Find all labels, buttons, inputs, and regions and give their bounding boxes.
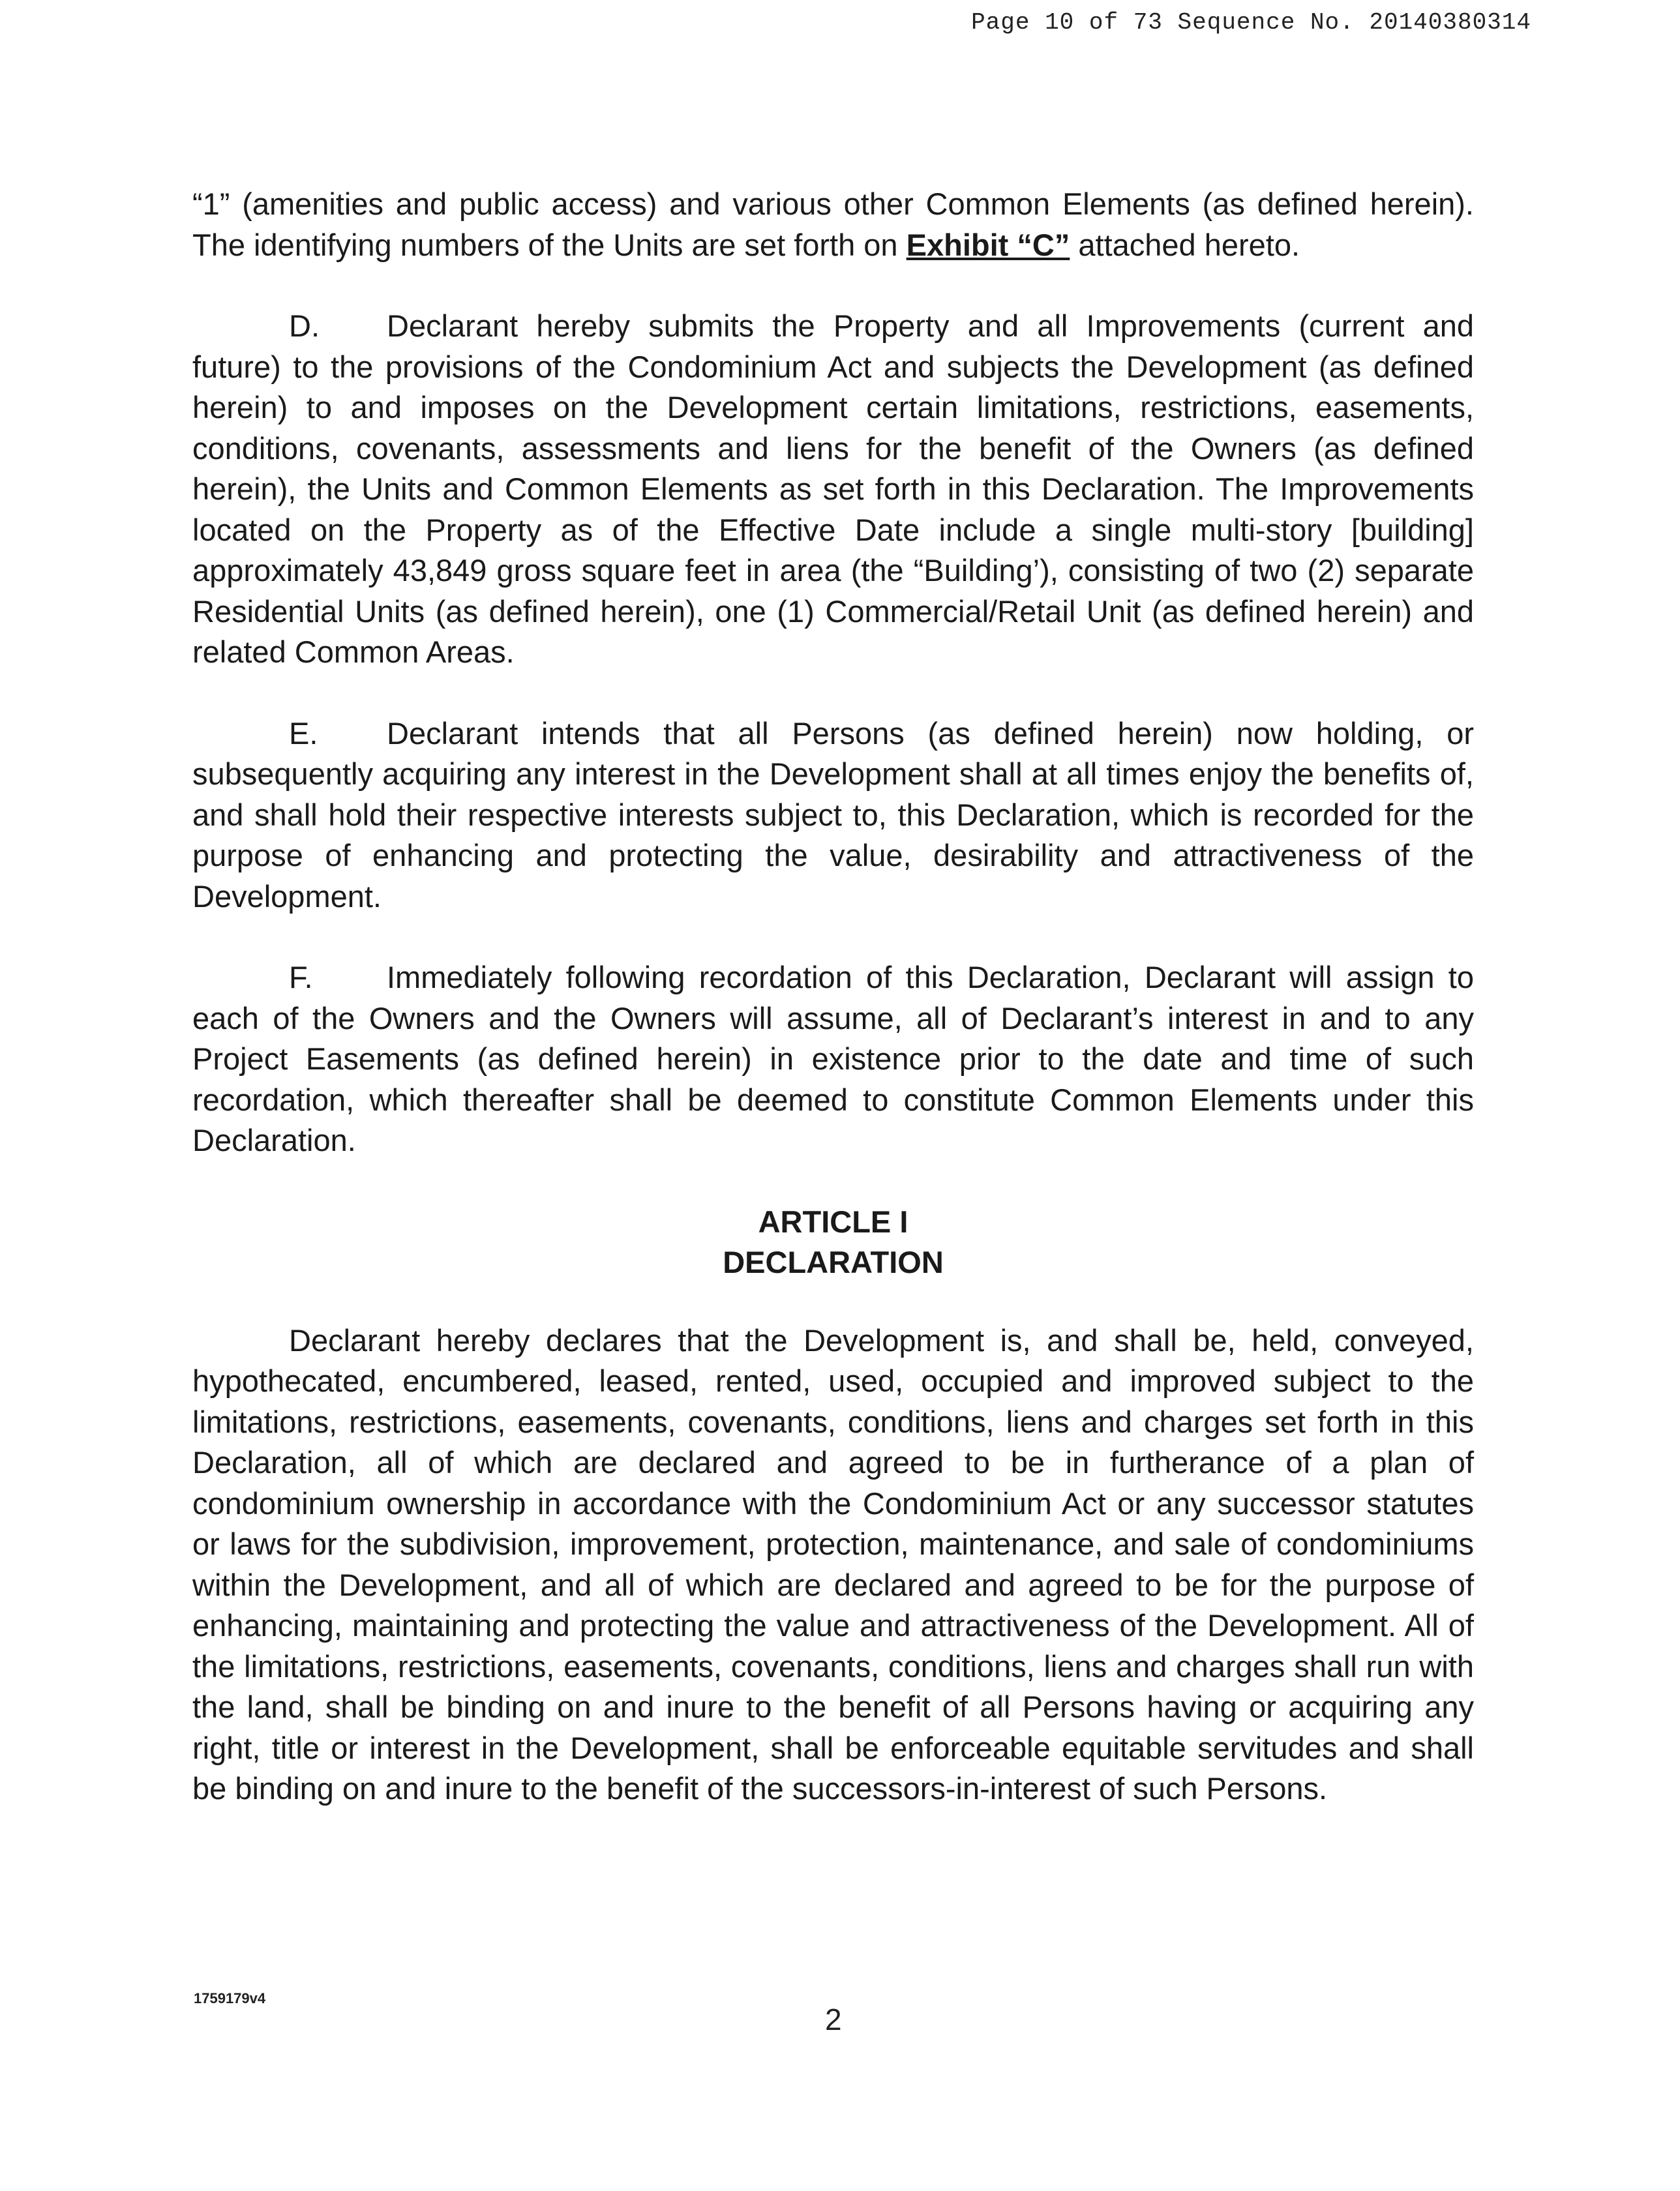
paragraph-d (192, 306, 1474, 673)
paragraph-f-label: F. (289, 960, 313, 994)
paragraph-f (192, 957, 1474, 1161)
paragraph-f-text: Immediately following recordation of this Declaration, Declarant will assign to each of the Owners and the Owners will assume, all of Declarant’s interest in and to any Project Easements (as defined herein) in existence prior to the date and time of such recordation, which thereafter shall be deemed to constitute Common Elements under this Declaration. (192, 960, 1474, 1157)
article-body-text: Declarant hereby declares that the Development is, and shall be, held, conveyed, hypothecated, encumbered, leased, rented, used, occupied and improved subject to the limitations, restrictions, easements, covenants, conditions, liens and charges set forth in this Declaration, all of which are declared and agreed to be in furtherance of a plan of condominium ownership in accordance with the Condominium Act or any successor statutes or laws for the subdivision, improvement, protection, maintenance, and sale of condominiums within the Development, and all of which are declared and agreed to be for the purpose of enhancing, maintaining and protecting the value and attractiveness of the Development. All of the limitations, restrictions, easements, covenants, conditions, liens and charges shall run with the land, shall be binding on and inure to the benefit of all Persons having or acquiring any right, title or interest in the Development, shall be enforceable equitable servitudes and shall be binding on and inure to the benefit of the successors-in-interest of such Persons. (192, 1322, 1474, 1806)
paragraph-e-text: Declarant intends that all Persons (as defined herein) now holding, or subsequently acquiring any interest in the Development shall at all times enjoy the benefits of, and shall hold their respective interests subject to, this Declaration, which is recorded for the purpose of enhancing and protecting the value, desirability and attractiveness of the Development. (192, 715, 1474, 914)
paragraph-c-text-before: “1” (amenities and public access) and various other Common Elements (as defined herein). The identifying numbers of the Units are set forth on (192, 186, 1474, 262)
exhibit-c-reference: Exhibit “C” (906, 227, 1070, 262)
paragraph-d-label: D. (289, 308, 320, 343)
paragraph-c-continued (192, 184, 1474, 265)
document-body (192, 184, 1474, 1850)
page-number: 2 (825, 2003, 842, 2036)
page-sequence-stamp: Page 10 of 73 Sequence No. 20140380314 (971, 9, 1531, 36)
document-id: 1759179v4 (194, 1990, 266, 2006)
paragraph-d-text: Declarant hereby submits the Property and all Improvements (current and future) to the provisions of the Condominium Act and subjects the Development (as defined herein) to and imposes on the Development certain limitations, restrictions, easements, conditions, covenants, assessments and liens for the benefit of the Owners (as defined herein), the Units and Common Elements as set forth in this Declaration. The Improvements located on the Property as of the Effective Date include a single multi-story [building] approximately 43,849 gross square feet in area (the “Building’), consisting of two (2) separate Residential Units (as defined herein), one (1) Commercial/Retail Unit (as defined herein) and related Common Areas. (192, 308, 1474, 669)
article-number: ARTICLE I (758, 1204, 908, 1239)
paragraph-e-label: E. (289, 715, 318, 751)
article-heading-block (192, 1202, 1474, 1283)
paragraph-e (192, 713, 1474, 917)
article-body-paragraph (192, 1320, 1474, 1810)
article-title: DECLARATION (723, 1244, 944, 1279)
paragraph-c-text-after: attached hereto. (1070, 227, 1300, 262)
